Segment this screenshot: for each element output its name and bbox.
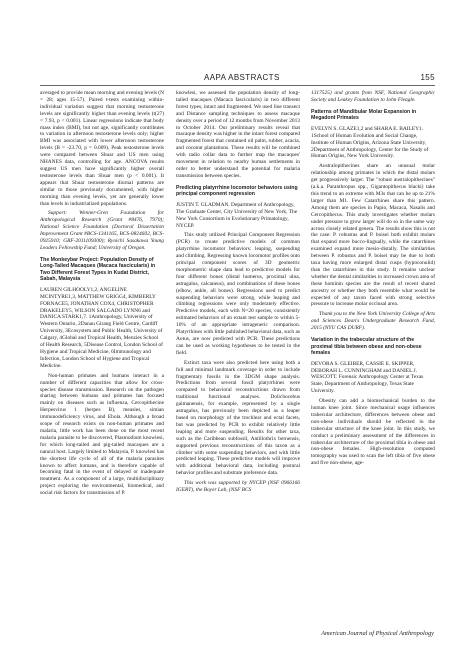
abstract-title: Patterns of Mandibular Molar Expansion in Megadont Primates: [311, 108, 417, 122]
column-2: [176, 90, 300, 614]
paragraph: Obesity can add a biomechanical burden to the human knee joint. Since mechanical usage influences trabecular architecture, differences between obese and non-obese individuals should be reflected in the trabecular structure of the knee joint. In this study, we conduct a preliminary assessment of the differences in trabecular architecture of the proximal tibia in obese and non-obese females. High-resolution computed tomography was used to scan the left tibia of five obese and five non-obese, age-: [311, 398, 435, 467]
support-note: 1317525) and grants from NSF, National Geographic Society and Leakey Foundation to John Fleagle.: [311, 90, 435, 103]
abstract-title: Variation in the trabecular structure of the proximal tibia between obese and non-obese females: [311, 337, 422, 357]
column-3: [311, 90, 435, 614]
abstract-title: The Monkeybar Project: Population Density of Long-Tailed Macaques (Macaca fascicularis) in Two Different Forest Types in Kudat District, Sabah, Malaysia: [40, 256, 156, 283]
running-head: [40, 73, 435, 86]
journal-footer: American Journal of Physical Anthropology: [321, 630, 434, 637]
paragraph: This study utilized Principal Component Regression (PCR) to create predictive models of common platyrrhine locomotor behaviors: leaping, suspending and climbing. Regressing known locomotor profiles onto principal component scores of 3D geometric morphometric shape data lead to predictive models for four different bones (distal humerus, proximal ulna, astragalus, calcaneus), and combinations of these bones (elbow, ankle, all bones). Regressions used to predict suspending behaviors were strong, while leaping and climbing regressions were only moderately effective. Predictive models, each with N=20 species, consistently estimated behaviors of an extant test sample to within 5-10% of an appropriate intrageneric comparison. Platyrrhines with little published behavioral data, such as Aotus, are now predicted with PCR. These predictions can be used as working hypotheses to be tested in the field.: [176, 232, 300, 356]
abstract-authors: JUSTIN T. GLADMAN. Department of Anthropology, The Graduate Center, City University of New York, The New York Consortium in Evolutionary Primatology, NYCEP.: [176, 201, 298, 229]
running-head-title: AAPA ABSTRACTS: [204, 73, 280, 82]
paragraph: knowlesi, we assessed the population density of long-tailed macaques (Macaca fascicularis) in two different forest types, intact and fragmented. We used line transect and Distance sampling techniques to assess macaque density over a period of 12 months from November 2013 to October 2014. Our preliminary results reveal that macaque density was higher in the intact forest compared fragmented forest that contained oil palm, rubber, acacia, and coconut plantations. These results will be combined with radio collar data to further map the macaques' movement in relation to nearby human settlements in order to better understand the potential for malaria transmission between species.: [176, 90, 300, 179]
page-number: 155: [420, 73, 435, 82]
abstract-title: Predicting platyrrhine locomotor behaviors using principal component regression: [176, 184, 298, 198]
paragraph: Non-human primates and humans interact in a number of different capacities that allow for cross-species disease transmission. Research on the pathogen sharing between humans and primates has focused mainly on diseases such as influenza, Cercopithecine Herpesvirus 1 (herpes B), measles, simian immunodeficiency virus, and Ebola. Although a broad scope of research exists on non-human primates and malaria, little work has been done on the most recent malaria parasite to be discovered, Plasmodium knowlesi, for which long-tailed and pig-tailed macaques are a natural host. Largely limited to Malaysia, P. knowlesi has the shortest life cycle of all of the malaria parasites known to affect humans, and is therefore capable of becoming fatal in the event of delayed or inadequate treatment. As a component of a large, multidisciplinary project exploring the environmental, biomedical, and social risk factors for transmission of P.: [40, 372, 164, 497]
support-note: Support: Wenner-Gren Foundation for Anthropological Research (Grant #8476, 7970); National Science Foundation (Doctoral Dissertation Improvement Grant #BCS-1341165, BCS-0824602, BCS-0925910; GRF-2011109300); Ryoichi Sasakawa Young Leaders Fellowship Fund; University of Oregon.: [40, 210, 164, 251]
paragraph: Australopithecines share an unusual molar relationship among primates in which the distal molars get progressively larger. The "robust australopithecines" (a.k.a. Paranthropus spp., Gigantopithecus blacki) take this trend to an extreme with M3s that can be up to 21% larger than M1. Few Catarrhines share this pattern. Among them are species in Papio, Macaca, Nasalis and Cercopithecus. This study investigates whether molars under pressure to grow larger will do so in the same way across closely related genera. The results show this is not the case: P. robustus and P. boisei both exhibit molars that expand more bucco-lingually, while the catarrhines examined expand more mesio-distally. The similarities between P. robustus and P. boisei may be due to both taxa having more enlarged distal cusps (hypoconulid) than the catarrhines in this study. It remains unclear whether the dental similarities in increased crown area of these hominin species are the result of recent shared ancestry or whether they both resemble what would be expected of any taxon faced with strong selective pressure to increase molar occlusal area.: [311, 163, 435, 308]
abstract-authors: LAUREN GILHOOLY1,2, ANGELINE MCINTYRE1,3, MATTHEW GRIGG4, KIMBERLY FORNACE5, JONATHAN COX4, CHRISTOPHER DRAKELEY5, WILSON SALGADO LYNN6 and DANICA STARK1,7. 1Anthropology, University of Western Ontario, 2Danau Girang Field Centre, Cardiff University, 3Ecosystem and Public Health, University of Calgary, 4Global and Tropical Health, Menzies School of Health Research, 5Disease Control, London School of Hygiene and Tropical Medicine, 6Immunology and Infection, London School of Hygiene and Tropical Medicine.: [40, 286, 163, 369]
abstract-authors: DEVORA S. GLEIBER, CASSIE E. SKIPPER, DEBORAH L. CUNNINGHAM and DANIEL J. WESCOTT. Forensic Anthropology Center at Texas State, Department of Anthropology, Texas State University.: [311, 360, 424, 395]
column-1: [40, 90, 164, 614]
abstract-authors: EVELYN S. GLAZE1,2 and SHARA E. BAILEY1. 1School of Human Evolution and Social Change, Institute of Human Origins, Arizona State University, 2Department of Anthropology, Center for the Study of Human Origins, New York University.: [311, 125, 429, 160]
paragraph: Extinct taxa were also predicted here using both a full and minimal landmark coverage in order to include fragmentary fossils in the 3DGM shape analysis. Predictions from several fossil platyrrhines were compared to behavioral reconstructions drawn from traditional functional analyses. Dolichocebus gaimanensis, for example, represented by a single astragalus, has previously been depicted as a leaper based on morphology of the trochlear and ectal facets, but was predicted by PCR to exhibit relatively little leaping and more suspending. Results for other taxa, such as the Caribbean subfossil, Antillothrix bernensis, supported previous reconstructions of this taxon as a climber with some suspending behaviors, and with little predicted leaping. These predictive models will improve with additional behavioral data, including postural behavior profiles and substrate preference data.: [176, 359, 300, 477]
support-note: This work was supported by NYCEP (NSF 0966166 IGERT), the Boyer Lab, (NSF BCS: [176, 480, 300, 494]
support-note: Thank you to the New York University College of Arts and Sciences Dean's Undergraduate Research Fund, 2015 (NYU CAS DURF).: [311, 311, 435, 332]
paragraph: averaged to provide mean morning and evening levels (N = 28; ages 15-57). Paired t-tests examining within-individual variation suggest that morning testosterone levels are significantly higher than evening levels (t(27) = 7.93, p < 0.001). Linear regressions indicate that body mass index (BMI), but not age, significantly contributes to variation in afternoon testosterone levels only; higher BMI was associated with lower afternoon testosterone levels (B = -23.70, p = 0.009). Peak testosterone levels were compared between Shuar and US men using NHANES data, controlling for age. ANCOVA results suggest US men have significantly higher overall testosterone levels than Shuar men (p < 0.001). It appears that Shuar testosterone diurnal patterns are similar to those previously documented, with higher morning than evening levels, yet are generally lower than levels in industrialized populations.: [40, 90, 164, 207]
